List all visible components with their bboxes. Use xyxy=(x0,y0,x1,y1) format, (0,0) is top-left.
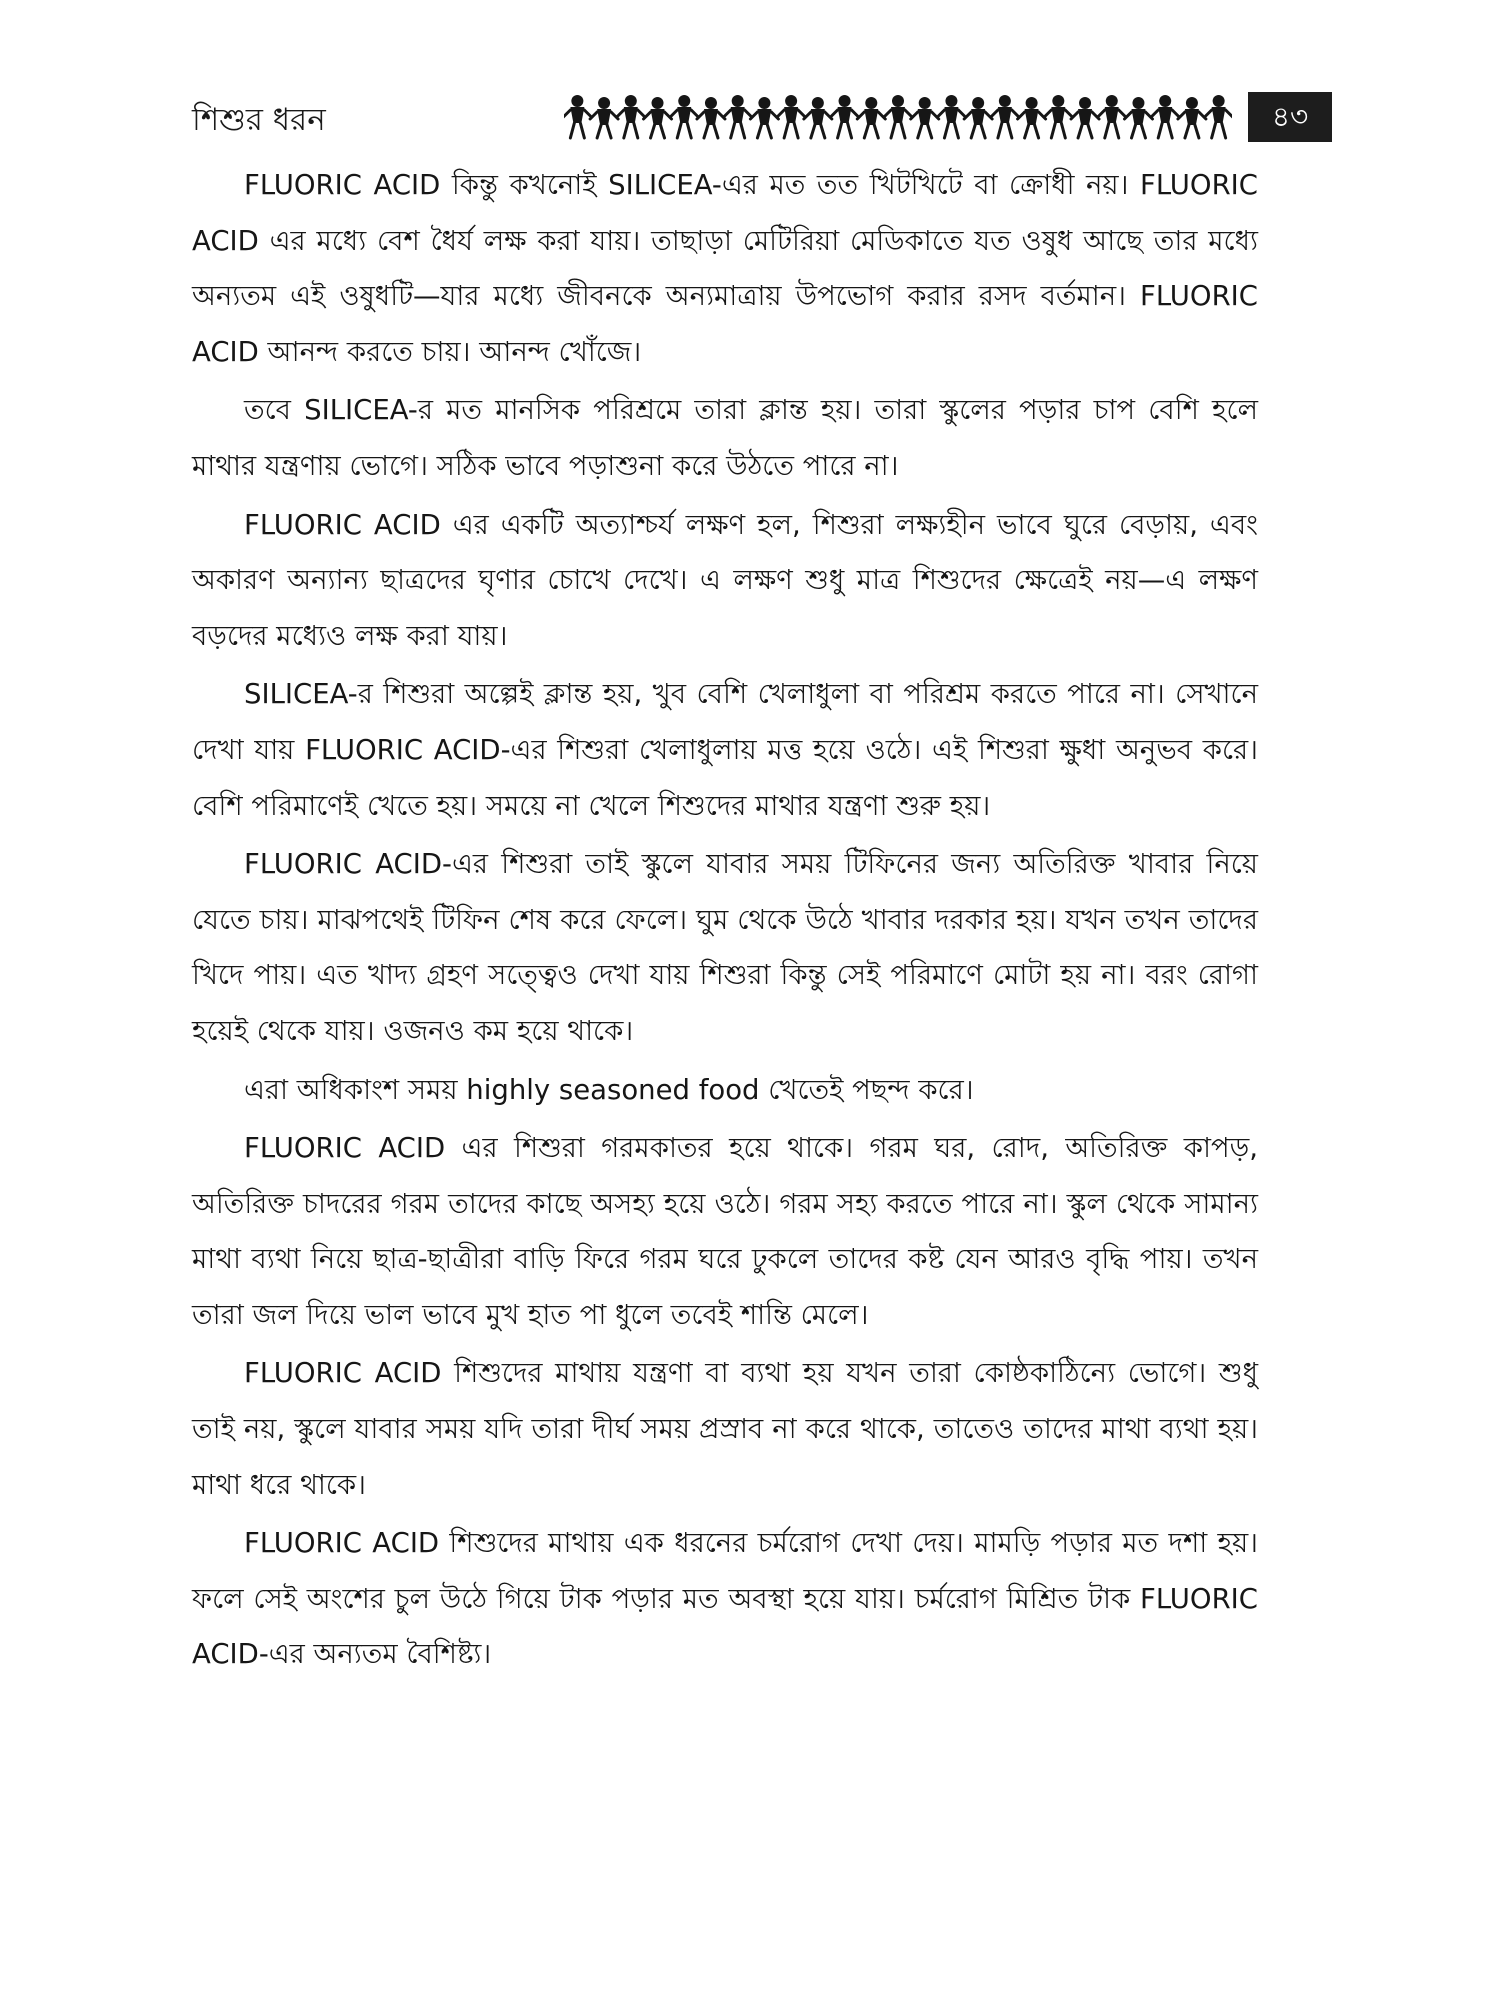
ornament-figure xyxy=(697,97,725,138)
ornament-figure xyxy=(911,97,939,138)
decorative-figures-border xyxy=(564,92,1232,142)
ornament-figure xyxy=(857,97,885,138)
ornament-figure xyxy=(777,95,805,138)
ornament-figure xyxy=(1151,95,1179,138)
running-title: শিশুর ধরন xyxy=(192,102,326,138)
ornament-figure xyxy=(964,97,992,138)
ornament-figure xyxy=(1098,95,1126,138)
page-number: ৪৩ xyxy=(1248,92,1332,142)
ornament-figure xyxy=(670,95,698,138)
body-text xyxy=(192,158,1258,1686)
ornament-figure xyxy=(724,95,752,138)
ornament-figure xyxy=(1178,97,1206,138)
ornament-figure xyxy=(804,97,832,138)
paragraph: এরা অধিকাংশ সময় highly seasoned food খেতেই পছন্দ করে। xyxy=(244,1073,974,1106)
paragraph: FLUORIC ACID শিশুদের মাথায় এক ধরনের চর্মরোগ দেখা দেয়। মামড়ি পড়ার মত দশা হয়। ফলে সেই অংশের চুল উঠে গিয়ে টাক পড়ার মত অবস্থা হয়ে যায়। চর্মরোগ মিশ্রিত টাক FLUORIC ACID-এর অন্যতম বৈশিষ্ট্য। xyxy=(192,1527,1258,1671)
ornament-figure xyxy=(991,95,1019,138)
paragraph: তবে SILICEA-র মত মানসিক পরিশ্রমে তারা ক্লান্ত হয়। তারা স্কুলের পড়ার চাপ বেশি হলে মাথার যন্ত্রণায় ভোগে। সঠিক ভাবে পড়াশুনা করে উঠতে পারে না। xyxy=(192,394,1258,482)
page-header xyxy=(192,92,1332,144)
paragraph: FLUORIC ACID-এর শিশুরা তাই স্কুলে যাবার সময় টিফিনের জন্য অতিরিক্ত খাবার নিয়ে যেতে চায়। মাঝপথেই টিফিন শেষ করে ফেলে। ঘুম থেকে উঠে খাবার দরকার হয়। যখন তখন তাদের খিদে পায়। এত খাদ্য গ্রহণ সত্ত্বেও দেখা যায় শিশুরা কিন্তু সেই পরিমাণে মোটা হয় না। বরং রোগা হয়েই থেকে যায়। ওজনও কম হয়ে থাকে। xyxy=(192,848,1258,1047)
ornament-figure xyxy=(831,95,859,138)
ornament-figure xyxy=(1205,95,1232,138)
ornament-figure xyxy=(1044,95,1072,138)
paragraph: FLUORIC ACID এর একটি অত্যাশ্চর্য লক্ষণ হল, শিশুরা লক্ষ্যহীন ভাবে ঘুরে বেড়ায়, এবং অকারণ অন্যান্য ছাত্রদের ঘৃণার চোখে দেখে। এ লক্ষণ শুধু মাত্র শিশুদের ক্ষেত্রেই নয়—এ লক্ষণ বড়দের মধ্যেও লক্ষ করা যায়। xyxy=(192,508,1258,652)
ornament-figure xyxy=(564,95,591,138)
ornament-figure xyxy=(750,97,778,138)
paragraph: FLUORIC ACID এর শিশুরা গরমকাতর হয়ে থাকে। গরম ঘর, রোদ, অতিরিক্ত কাপড়, অতিরিক্ত চাদরের গরম তাদের কাছে অসহ্য হয়ে ওঠে। গরম সহ্য করতে পারে না। স্কুল থেকে সামান্য মাথা ব্যথা নিয়ে ছাত্র-ছাত্রীরা বাড়ি ফিরে গরম ঘরে ঢুকলে তাদের কষ্ট যেন আরও বৃদ্ধি পায়। তখন তারা জল দিয়ে ভাল ভাবে মুখ হাত পা ধুলে তবেই শান্তি মেলে। xyxy=(192,1132,1258,1331)
ornament-figure xyxy=(590,97,618,138)
ornament-figure xyxy=(884,95,912,138)
ornament-figure xyxy=(937,95,965,138)
ornament-figure xyxy=(617,95,645,138)
paragraph: FLUORIC ACID কিন্তু কখনোই SILICEA-এর মত তত খিটখিটে বা ক্রোধী নয়। FLUORIC ACID এর মধ্যে বেশ ধৈর্য লক্ষ করা যায়। তাছাড়া মেটিরিয়া মেডিকাতে যত ওষুধ আছে তার মধ্যে অন্যতম এই ওষুধটি—যার মধ্যে জীবনকে অন্যমাত্রায় উপভোগ করার রসদ বর্তমান। FLUORIC ACID আনন্দ করতে চায়। আনন্দ খোঁজে। xyxy=(192,169,1258,368)
ornament-figure xyxy=(1018,97,1046,138)
ornament-figure xyxy=(1124,97,1152,138)
ornament-figure xyxy=(644,97,672,138)
paragraph: FLUORIC ACID শিশুদের মাথায় যন্ত্রণা বা ব্যথা হয় যখন তারা কোষ্ঠকাঠিন্যে ভোগে। শুধু তাই নয়, স্কুলে যাবার সময় যদি তারা দীর্ঘ সময় প্রস্রাব না করে থাকে, তাতেও তাদের মাথা ব্যথা হয়। মাথা ধরে থাকে। xyxy=(192,1357,1258,1501)
ornament-figure xyxy=(1071,97,1099,138)
paragraph: SILICEA-র শিশুরা অল্পেই ক্লান্ত হয়, খুব বেশি খেলাধুলা বা পরিশ্রম করতে পারে না। সেখানে দেখা যায় FLUORIC ACID-এর শিশুরা খেলাধুলায় মত্ত হয়ে ওঠে। এই শিশুরা ক্ষুধা অনুভব করে। বেশি পরিমাণেই খেতে হয়। সময়ে না খেলে শিশুদের মাথার যন্ত্রণা শুরু হয়। xyxy=(192,678,1258,822)
